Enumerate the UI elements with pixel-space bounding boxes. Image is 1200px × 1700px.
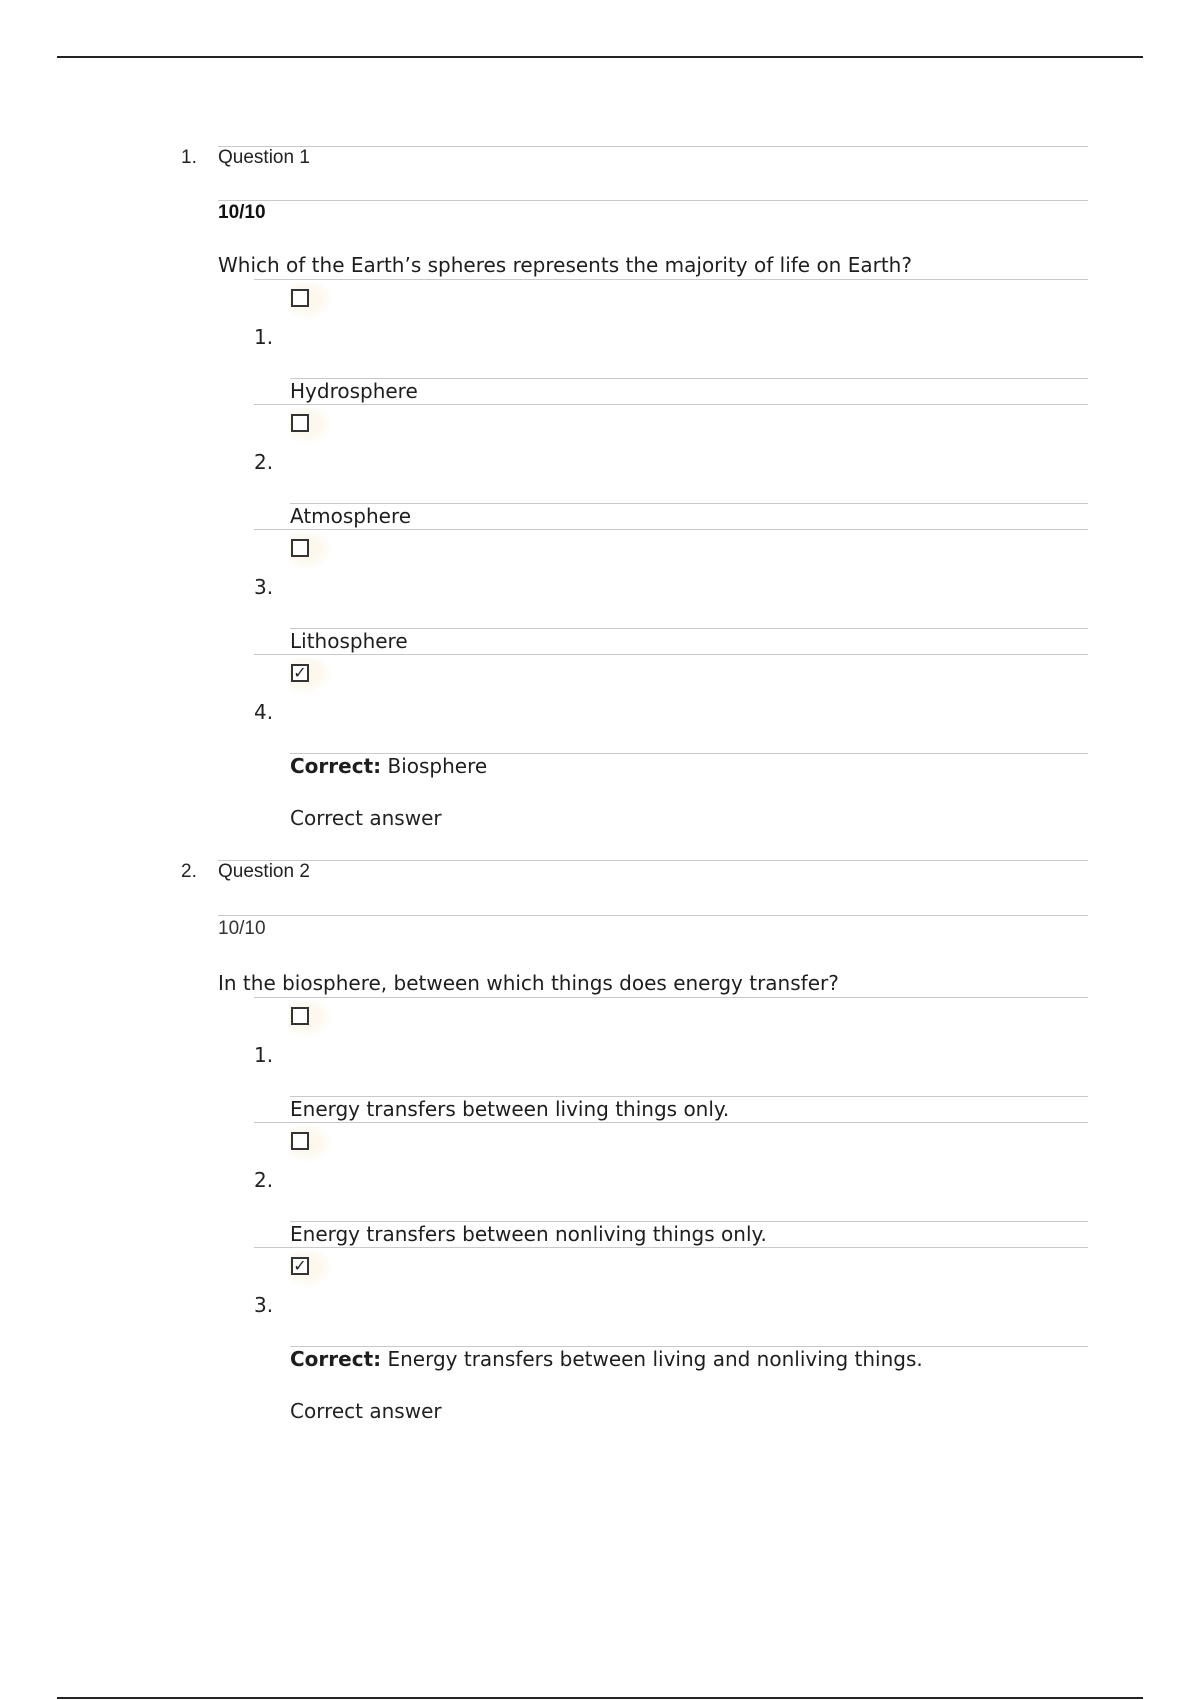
question-title: Question 2 xyxy=(218,861,310,882)
option-number: 3. xyxy=(254,1293,274,1317)
option-number: 2. xyxy=(254,1168,274,1192)
option-text: Energy transfers between living things only. xyxy=(290,1097,730,1121)
divider xyxy=(254,997,1088,998)
answer-feedback: Correct answer xyxy=(290,806,442,830)
question-prompt: Which of the Earth’s spheres represents the majority of life on Earth? xyxy=(218,253,912,277)
checkbox-icon[interactable] xyxy=(291,1007,309,1025)
divider xyxy=(218,915,1088,916)
divider xyxy=(218,200,1088,201)
answer-feedback: Correct answer xyxy=(290,1399,442,1423)
checkbox-icon[interactable] xyxy=(291,1132,309,1150)
divider xyxy=(254,1122,1088,1123)
option-checkbox-wrapper[interactable] xyxy=(289,1126,331,1162)
correct-label: Correct: xyxy=(290,754,382,778)
divider xyxy=(254,1247,1088,1248)
option-checkbox-wrapper[interactable] xyxy=(289,408,331,444)
divider xyxy=(254,279,1088,280)
option-checkbox-wrapper[interactable] xyxy=(289,658,331,694)
divider xyxy=(254,654,1088,655)
question-score: 10/10 xyxy=(218,202,266,223)
checkmark-icon[interactable]: ✓ xyxy=(291,664,309,682)
option-checkbox-wrapper[interactable] xyxy=(289,1001,331,1037)
question-number: 2. xyxy=(181,861,197,882)
correct-label: Correct: xyxy=(290,1347,382,1371)
option-checkbox-wrapper[interactable] xyxy=(289,283,331,319)
option-number: 2. xyxy=(254,450,274,474)
option-checkbox-wrapper[interactable] xyxy=(289,1251,331,1287)
option-text-correct xyxy=(290,754,487,778)
question-score: 10/10 xyxy=(218,918,266,939)
option-number: 3. xyxy=(254,575,274,599)
divider xyxy=(254,529,1088,530)
option-text: Atmosphere xyxy=(290,504,412,528)
option-number: 1. xyxy=(254,325,274,349)
correct-answer-text: Energy transfers between living and nonliving things. xyxy=(387,1347,923,1371)
checkbox-icon[interactable] xyxy=(291,539,309,557)
checkmark-icon[interactable]: ✓ xyxy=(291,1257,309,1275)
option-text-correct xyxy=(290,1347,923,1371)
correct-answer-text: Biosphere xyxy=(387,754,488,778)
divider xyxy=(290,628,1088,629)
question-number: 1. xyxy=(181,147,197,168)
divider xyxy=(254,404,1088,405)
question-prompt: In the biosphere, between which things does energy transfer? xyxy=(218,971,839,995)
option-text: Energy transfers between nonliving things only. xyxy=(290,1222,767,1246)
divider xyxy=(218,860,1088,861)
option-number: 4. xyxy=(254,700,274,724)
option-number: 1. xyxy=(254,1043,274,1067)
option-checkbox-wrapper[interactable] xyxy=(289,533,331,569)
divider xyxy=(218,146,1088,147)
option-text: Hydrosphere xyxy=(290,379,418,403)
option-text: Lithosphere xyxy=(290,629,408,653)
question-title: Question 1 xyxy=(218,147,310,168)
checkbox-icon[interactable] xyxy=(291,289,309,307)
checkbox-icon[interactable] xyxy=(291,414,309,432)
